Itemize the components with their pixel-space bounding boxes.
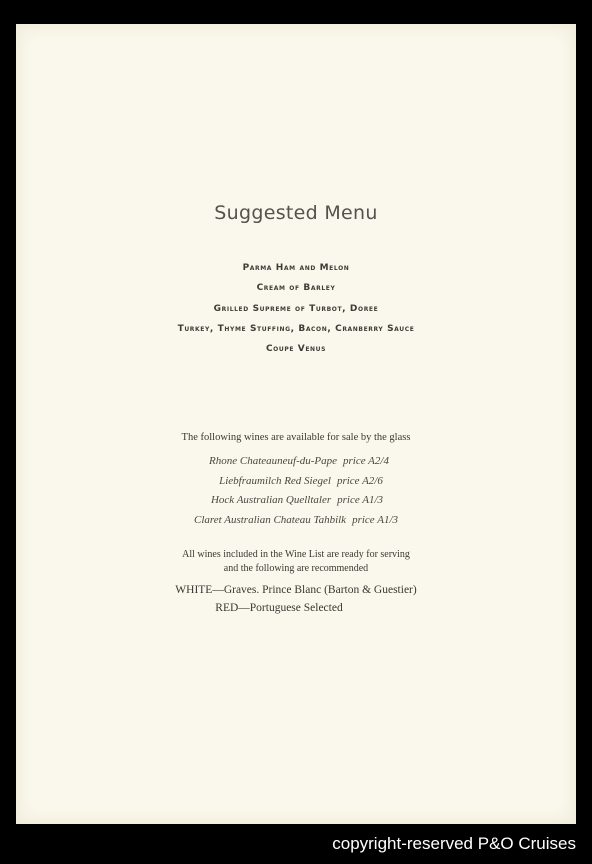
note-line: and the following are recommended [223, 563, 369, 574]
wine-price: price A2/6 [336, 474, 383, 487]
wine-price: price A2/4 [343, 455, 389, 467]
wine-item [16, 474, 576, 494]
wine-name: Claret Australian Chateau Tahbilk [193, 514, 347, 527]
course-list [16, 261, 576, 362]
wine-name: Hock Australian Quelltaler [210, 494, 332, 507]
wine-item [16, 493, 576, 513]
wine-item [16, 513, 576, 533]
course-item: Parma Ham and Melon [242, 263, 350, 273]
wine-price: price A1/3 [337, 494, 384, 507]
wine-list [16, 454, 576, 533]
note-line: All wines included in the Wine List are ready for serving [182, 549, 410, 560]
copyright-caption: copyright-reserved P&O Cruises [332, 834, 576, 853]
menu-title: Suggested Menu [214, 202, 378, 224]
recommended-red: RED—Portuguese Selected [215, 602, 343, 614]
wine-list-note [16, 548, 576, 576]
course-item: Turkey, Thyme Stuffing, Bacon, Cranberry Sauce [177, 323, 415, 334]
recommended-white: WHITE—Graves. Prince Blanc (Barton & Guestier) [175, 584, 417, 596]
wine-item [16, 454, 576, 474]
course-item: Cream of Barley [256, 283, 336, 294]
wine-name: Liebfraumilch Red Siegel [219, 474, 331, 487]
wine-name: Rhone Chateauneuf-du-Pape [209, 455, 338, 467]
wines-intro: The following wines are available for sale by the glass [181, 432, 411, 443]
menu-card [16, 24, 576, 824]
course-item: Coupe Venus [265, 344, 327, 355]
course-item: Grilled Supreme of Turbot, Doree [213, 303, 379, 314]
wine-price: price A1/3 [352, 514, 399, 527]
